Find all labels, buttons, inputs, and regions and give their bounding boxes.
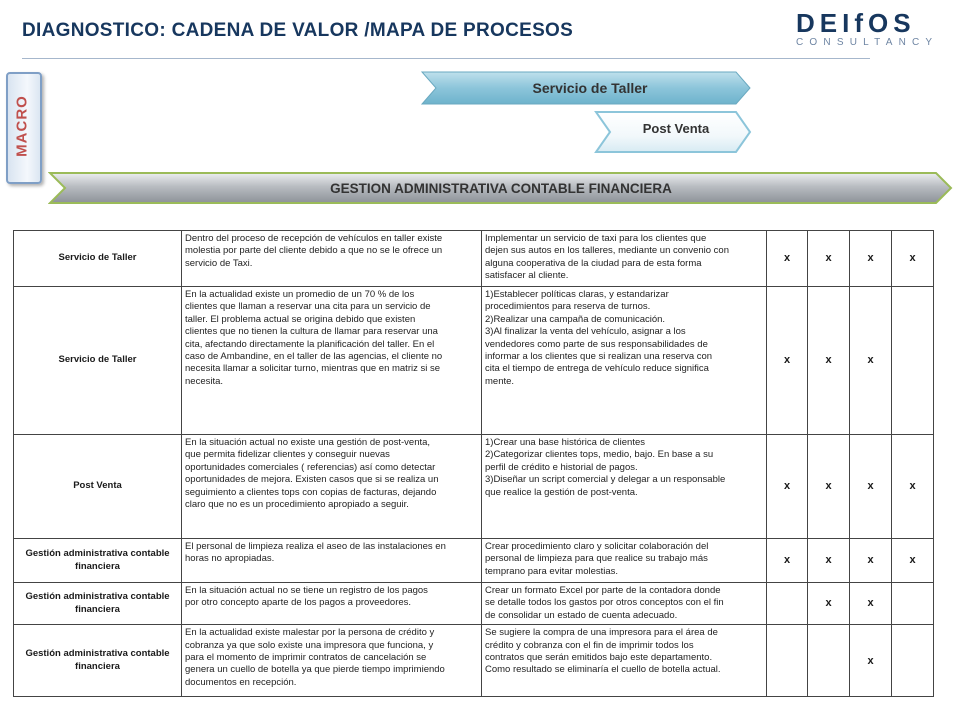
solution-line: Crear procedimiento claro y solicitar colaboración del	[485, 541, 709, 552]
solution-line: 3)Diseñar un script comercial y delegar a un responsable	[485, 474, 726, 486]
solution-line: cita el tiempo de entrega de vehículo reduce significa	[485, 363, 709, 375]
company-logo-subtitle: CONSULTANCY	[796, 37, 939, 48]
mark-cell: x	[767, 287, 808, 435]
company-logo: DEIfOS	[796, 8, 916, 38]
problem-line: servicio de Taxi.	[185, 257, 253, 269]
solution-line: personal de limpieza para que realice su trabajo más	[485, 553, 708, 565]
process-arrow-gestion-administrativa	[48, 170, 954, 206]
problem-cell	[182, 287, 482, 435]
mark-cell: x	[767, 231, 808, 287]
solution-line: mente.	[485, 375, 515, 387]
solution-cell	[482, 231, 767, 287]
table-row	[14, 625, 934, 697]
mark-cell	[892, 287, 934, 435]
problem-line: necesita llamar a solicitar turno, mientras que en matriz si se	[185, 363, 441, 375]
problem-line: cita, afectando directamente la planificación del taller. En el	[185, 338, 435, 350]
solution-line: vendedores como parte de sus responsabilidades de	[485, 338, 708, 350]
problem-cell	[182, 231, 482, 287]
table-row	[14, 583, 934, 625]
problem-line: genera un cuello de botella ya que pierde tiempo imprimiendo	[185, 664, 445, 676]
mark-cell: x	[808, 287, 850, 435]
mark-cell: x	[808, 435, 850, 539]
problem-line: molestia por parte del cliente debido a que no se le ofrece un	[185, 245, 443, 257]
problem-line: oportunidades comerciales ( referencias) así como detectar	[185, 461, 436, 473]
mark-cell	[808, 625, 850, 697]
problem-line: clientes que no tienen la cultura de llamar para reservar una	[185, 326, 438, 338]
solution-line: crédito y cobranza con el fin de imprimir todos los	[485, 639, 694, 651]
problem-line: El personal de limpieza realiza el aseo de las instalaciones en	[185, 541, 446, 552]
solution-cell	[482, 539, 767, 583]
table-row	[14, 287, 934, 435]
mark-cell: x	[850, 583, 892, 625]
mark-cell	[767, 625, 808, 697]
process-arrow-post-venta	[594, 110, 752, 154]
page-title: DIAGNOSTICO: CADENA DE VALOR /MAPA DE PROCESOS	[22, 20, 574, 41]
macro-label: MACRO	[13, 95, 31, 157]
solution-cell	[482, 435, 767, 539]
solution-line: que realice la gestión de post-venta.	[485, 486, 638, 498]
problem-line: cobranza ya que solo existe una impresora que funciona, y	[185, 639, 434, 651]
mark-cell: x	[892, 435, 934, 539]
mark-cell	[892, 625, 934, 697]
problem-line: necesita.	[185, 375, 224, 387]
problem-cell	[182, 625, 482, 697]
solution-line: 2)Categorizar clientes tops, medio, bajo. En base a su	[485, 449, 714, 461]
mark-cell: x	[850, 539, 892, 583]
mark-cell: x	[892, 231, 934, 287]
process-area-cell: Servicio de Taller	[14, 287, 182, 435]
problem-line: Dentro del proceso de recepción de vehículos en taller existe	[185, 233, 443, 244]
mark-cell: x	[850, 435, 892, 539]
problem-line: En la situación actual no existe una gestión de post-venta,	[185, 437, 431, 448]
mark-cell: x	[808, 231, 850, 287]
process-arrow-label: Servicio de Taller	[532, 80, 648, 96]
problem-cell	[182, 435, 482, 539]
problem-line: En la actualidad existe malestar por la persona de crédito y	[185, 627, 435, 639]
solution-line: 2)Realizar una campaña de comunicación.	[485, 313, 666, 325]
mark-cell	[767, 583, 808, 625]
problem-line: caso de Ambandine, en el taller de las agencias, el cliente no	[185, 351, 443, 363]
mark-cell: x	[892, 539, 934, 583]
problem-line: documentos en recepción.	[185, 676, 297, 688]
process-area-cell: Gestión administrativa contable financiera	[14, 539, 182, 583]
problem-line: clientes que llaman a reservar una cita para un servicio de	[185, 301, 431, 313]
solution-line: informar a los clientes que si realizan una reserva con	[485, 351, 713, 363]
solution-line: de consolidar un estado de cuenta adecuado.	[485, 609, 678, 621]
process-arrow-label: GESTION ADMINISTRATIVA CONTABLE FINANCIERA	[330, 180, 672, 196]
solution-line: Como resultado se eliminaría el cuello de botella actual.	[485, 664, 721, 676]
solution-line: procedimientos para reserva de turnos.	[485, 301, 651, 313]
process-area-cell: Gestión administrativa contable financiera	[14, 583, 182, 625]
problem-line: En la situación actual no se tiene un registro de los pagos	[185, 585, 428, 596]
problem-cell	[182, 583, 482, 625]
problem-line: En la actualidad existe un promedio de un 70 % de los	[185, 289, 415, 300]
solution-cell	[482, 287, 767, 435]
problem-line: horas no apropiadas.	[185, 553, 275, 565]
diagnostic-table	[13, 230, 934, 697]
problem-line: por otro concepto aparte de los pagos a proveedores.	[185, 597, 412, 609]
solution-line: temprano para evitar molestias.	[485, 565, 619, 577]
solution-line: 3)Al finalizar la venta del vehículo, asignar a los	[485, 326, 686, 338]
problem-line: que permita fidelizar clientes y conseguir nuevas	[185, 449, 390, 461]
problem-line: oportunidades de mejora. Existen casos que si se realiza un	[185, 474, 439, 486]
problem-line: para el momento de imprimir contratos de cancelación se	[185, 652, 427, 664]
table-row	[14, 231, 934, 287]
mark-cell: x	[767, 539, 808, 583]
process-area-cell: Post Venta	[14, 435, 182, 539]
process-arrow-servicio-taller	[420, 70, 752, 106]
problem-line: claro que no es un procedimiento apropiado a seguir.	[185, 499, 409, 511]
mark-cell: x	[850, 287, 892, 435]
table-row	[14, 539, 934, 583]
problem-cell	[182, 539, 482, 583]
solution-line: se detalle todos los gastos por otros conceptos con el fin	[485, 597, 724, 609]
solution-cell	[482, 625, 767, 697]
solution-line: Se sugiere la compra de una impresora para el área de	[485, 627, 718, 639]
process-area-cell: Servicio de Taller	[14, 231, 182, 287]
solution-line: Crear un formato Excel por parte de la contadora donde	[485, 585, 721, 596]
mark-cell: x	[850, 625, 892, 697]
problem-line: seguimiento a clientes tops con copias de facturas, dejando	[185, 486, 437, 498]
table-row	[14, 435, 934, 539]
mark-cell: x	[808, 539, 850, 583]
problem-line: taller. El problema actual se origina debido que existen	[185, 313, 416, 325]
solution-line: Implementar un servicio de taxi para los clientes que	[485, 233, 707, 244]
solution-line: 1)Establecer políticas claras, y estandarizar	[485, 289, 669, 300]
solution-line: satisfacer al cliente.	[485, 270, 569, 282]
solution-line: perfil de crédito e historial de pagos.	[485, 461, 638, 473]
process-area-cell: Gestión administrativa contable financiera	[14, 625, 182, 697]
solution-line: dejen sus autos en los talleres, mediante un convenio con	[485, 245, 729, 257]
solution-line: 1)Crear una base histórica de clientes	[485, 437, 646, 448]
process-arrow-label: Post Venta	[642, 120, 710, 136]
solution-cell	[482, 583, 767, 625]
mark-cell: x	[850, 231, 892, 287]
solution-line: contratos que serán emitidos bajo este departamento.	[485, 652, 713, 664]
mark-cell: x	[767, 435, 808, 539]
mark-cell	[892, 583, 934, 625]
mark-cell: x	[808, 583, 850, 625]
solution-line: alguna cooperativa de la ciudad para de esta forma	[485, 257, 702, 269]
title-divider	[22, 58, 870, 59]
